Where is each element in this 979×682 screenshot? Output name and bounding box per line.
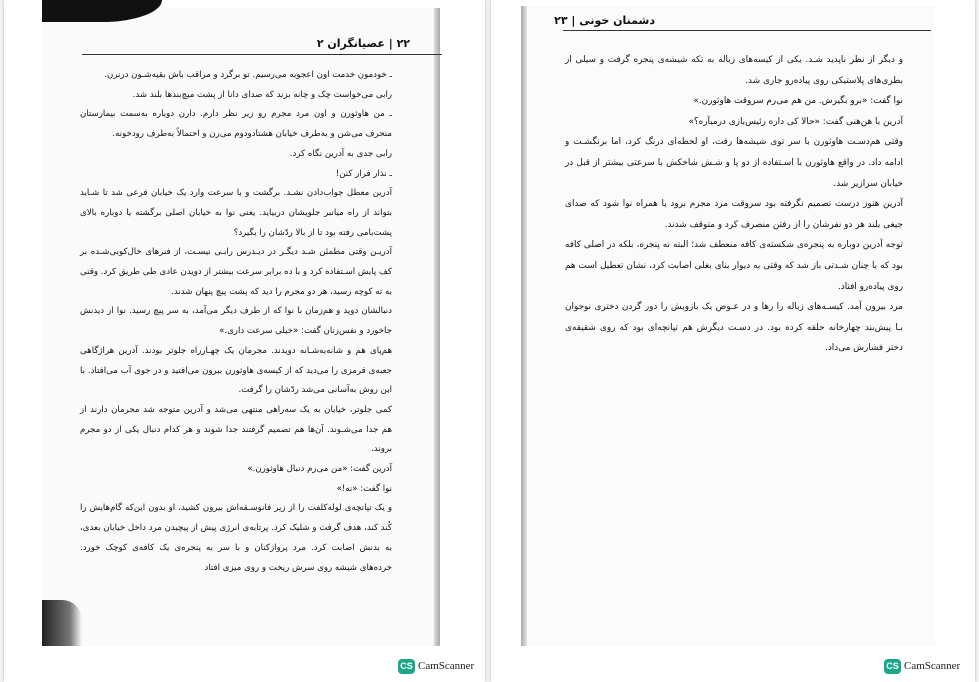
header-rule <box>82 54 442 55</box>
header-rule <box>563 30 931 31</box>
paragraph: آدرین هنوز درست تصمیم نگرفته بود سروقت مرد مجرم برود یا همراه نوا شود که صدای جیغی بلند هر دو نفرشان را از رفتن منصرف کرد و متوقف شدند. <box>565 199 903 230</box>
camscanner-logo-icon: CS <box>398 659 415 674</box>
watermark-brand: CamScanner <box>418 660 475 672</box>
paragraph: و یک تپانچه‌ی لوله‌کلفت را از زیر فانوسـقه‌اش بیرون کشید، او بدون این‌که گام‌هایش را کُند کند، هدف گرفت و شلیک کرد. پرتابه‌ی انرژی پیش از پیچیدن مرد داخل خیابان بعدی، به بدنش اصابت کرد. مرد پروازکنان و با سر به پنجره‌ی یک کافه‌ی کوچک خورد. خرده‌های شیشه روی سرش ریخت و روی میزی افتاد <box>80 503 392 573</box>
paragraph: آدرین گفت: «من می‌رم دنبال هاوثورن.» <box>247 464 392 475</box>
watermark-brand: CamScanner <box>904 660 961 672</box>
paragraph: نوا گفت: «نه!» <box>336 483 392 494</box>
paragraph: ـ نذار فرار کنن! <box>335 168 392 179</box>
page-edge <box>434 8 440 646</box>
page-header: دشمنان خونی | ۲۳ <box>554 14 655 27</box>
paragraph: نوا گفت: «برو بگیرش. من هم می‌رم سروقت هاوثورن.» <box>693 96 903 107</box>
paragraph: ـ من هاوثورن و اون مرد مجرم رو زیر نظر دارم. دارن دوباره به‌سمت بیمارستان منحرف می‌شن و به‌طرف خیابان هشتادودوم می‌رن و احتمالاً به‌طرف رودخونه. <box>80 109 392 140</box>
paragraph: وقتی هم‌دسـت هاوثورن با سر توی شیشه‌ها رفت، او لحظه‌ای درنگ کرد، اما برنگشـت و ادامه داد. در واقع هاوثورن با اسـتفاده از دو پا و شـش شاخکش با سرعتی بیشتر از قبل در خیابان سرازیر شد. <box>565 137 903 189</box>
paragraph: کمی جلوتر، خیابان به یک سه‌راهی منتهی می‌شد و آدرین متوجه شد مجرمان دارند از هم جدا می‌شـوند. آن‌ها هم تصمیم گرفتند جدا شوند و هر کدام دنبال یکی از دو مجرم بروند. <box>80 404 392 455</box>
left-page <box>4 0 485 682</box>
scan-shadow-bottom <box>42 600 82 646</box>
paragraph: ـ خودمون خدمت اون اعجوبه می‌رسیم. تو برگرد و مراقب باش بقیه‌شـون درنرن. <box>104 70 392 80</box>
camscanner-logo-icon: CS <box>884 659 901 674</box>
paragraph: آدریـن وقتی مطمئن شـد دیگـر در دیـدرس رابـی نیسـت، از فنرهای خال‌کوبی‌شـده بر کف پایش اسـتفاده کرد و با ده برابر سرعت بیشتر از دویدن عادی طی طریق کرد. وقتی به ته کوچه رسید، هر دو مجرم را دید که پشت پیچ پنهان شدند. <box>80 247 392 297</box>
page-edge <box>521 6 527 646</box>
paragraph: توجه آدرین دوباره به پنجره‌ی شکسته‌ی کافه منعطف شد؛ البته نه پنجره، بلکه در اصلی کافه بود که با چنان شـدتی باز شد که وقتی به دیوار بنای بغلی اصابت کرد، نشان تعطیل است هم روی پیاده‌رو افتاد. <box>565 240 903 292</box>
paragraph: آدرین با هن‌هنی گفت: «حالا کی داره رئیس‌بازی درمیآره؟» <box>688 116 903 127</box>
paragraph: دنبالشان دوید و هم‌زمان با نوا که از طرف دیگر می‌آمد، به سر پیچ رسید. نوا از دیدنش جاخورد و نفس‌زنان گفت: «خیلی سرعت داری.» <box>80 306 392 337</box>
page-header: ۲۲ | عصیانگران ۲ <box>316 37 410 50</box>
paragraph: رابی جدی به آدرین نگاه کرد. <box>289 148 392 159</box>
camscanner-watermark <box>884 658 960 674</box>
camscanner-watermark <box>398 658 474 674</box>
right-page <box>491 0 975 682</box>
paragraph: آدرین معطل جواب‌دادن نشـد. برگشت و با سرعت وارد یک خیابان فرعی شد تا شـاید بتواند از راه میانبر جلویشان دربیاید. یعنی نوا به خیابان اصلی برگشته یا دوباره بالای پشت‌بامی رفته بود تا از بالا ردّشان را بگیرد؟ <box>80 188 392 238</box>
paragraph: مرد بیرون آمد. کیسـه‌های زباله را رها و در عـوض یک بازویش را دور گردن دختری نوجوان بـا پیش‌بند چهارخانه حلقه کرده بود. در دسـت دیگرش هم تپانچه‌ای بود که روی شقیقه‌ی دختر فشارش می‌داد. <box>565 302 903 354</box>
paragraph: و دیگر از نظر ناپدید شـد. یکی از کیسه‌های زباله به تکه شیشه‌ی پنجره گرفت و سیلی از بطری‌های پلاستیکی روی پیاده‌رو جاری شد. <box>565 55 903 86</box>
page-body <box>565 50 903 359</box>
page-body <box>80 66 392 578</box>
paragraph: هم‌پای هم و شانه‌به‌شـانه دویدند. مجرمان یک چهـارراه جلوتر بودند. آدرین هراژگاهی جعبه‌ی قرمزی را می‌دید که از کیسه‌ی هاوثورن بیرون می‌افتید و در جوی آب می‌افتاد. با این روش به‌آسانی می‌شد ردّشان را گرفت. <box>80 345 392 396</box>
paragraph: رابی می‌خواست چک و چانه بزند که صدای دانا از پشت میچ‌بندها بلند شد. <box>132 89 392 100</box>
